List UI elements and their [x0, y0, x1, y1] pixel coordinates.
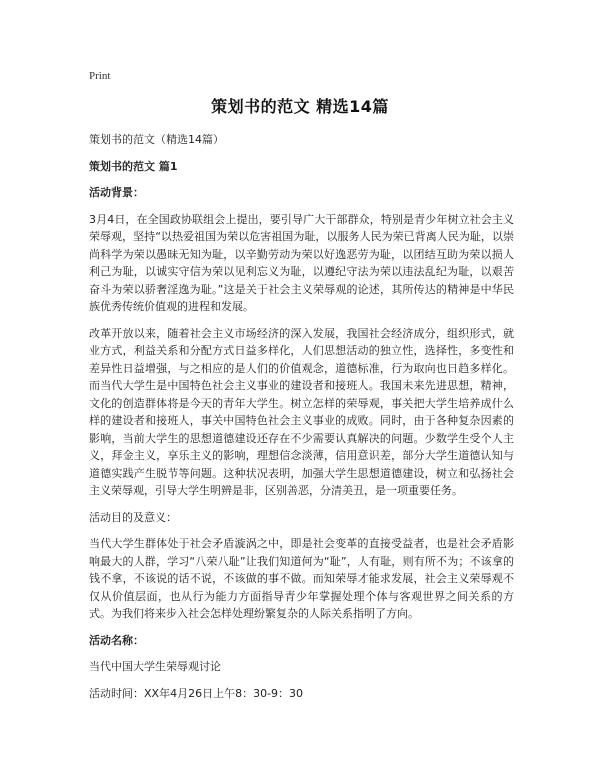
section-heading: 策划书的范文 篇1: [89, 159, 178, 173]
document-body: [89, 131, 514, 702]
background-heading: 活动背景：: [89, 186, 144, 199]
purpose-paragraph: 当代大学生群体处于社会矛盾漩涡之中，即是社会变革的直接受益者，也是社会矛盾影响最大的人群，学习“八荣八耻”让我们知道何为“耻”，人有耻，则有所不为；不该拿的钱不拿，不该说的话不说，不该做的事不做。而知荣辱才能求发展，社会主义荣辱观不仅从价值层面，也从行为能力方面指导青少年掌握处理个体与客观世界之间关系的方式。为我们将来步入社会怎样处理纷繁复杂的人际关系指明了方向。: [89, 537, 514, 620]
page-title: 策划书的范文 精选14篇: [211, 97, 389, 116]
print-link[interactable]: Print: [89, 70, 111, 82]
background-paragraph-2: 改革开放以来，随着社会主义市场经济的深入发展，我国社会经济成分，组织形式，就业方式，利益关系和分配方式日益多样化，人们思想活动的独立性，选择性，多变性和差异性日益增强，与之相应的是人们的价值观念，道德标准，行为取向也日趋多样化。而当代大学生是中国特色社会主义事业的建设者和接班人。我国未来先进思想，精神，文化的创造群体将是今天的青年大学生。树立怎样的荣辱观，事关把大学生培养成什么样的建设者和接班人，事关中国特色社会主义事业的成败。同时，由于各种复杂因素的影响，当前大学生的思想道德建设还存在不少需要认真解决的问题。少数学生受个人主义，拜金主义，享乐主义的影响，理想信念淡薄，信用意识差，部分大学生道德认知与道德实践产生脱节等问题。这种状况表明，加强大学生思想道德建设，树立和弘扬社会主义荣辱观，引导大学生明辨是非，区别善恶，分清美丑，是一项重要任务。: [89, 326, 514, 497]
activity-time: 活动时间：XX年4月26日上午8：30-9：30: [89, 686, 304, 700]
purpose-heading: 活动目的及意义：: [89, 510, 177, 524]
background-paragraph-1: 3月4日，在全国政协联组会上提出，要引导广大干部群众，特别是青少年树立社会主义荣辱观，坚持“以热爱祖国为荣以危害祖国为耻，以服务人民为荣已背离人民为耻，以崇尚科学为荣以愚昧无知为耻，以辛勤劳动为荣以好逸恶劳为耻，以团结互助为荣以损人利己为耻，以诚实守信为荣以见利忘义为耻，以遵纪守法为荣以违法乱纪为耻，以艰苦奋斗为荣以骄奢淫逸为耻。”这是关于社会主义荣辱观的论述，其所传达的精神是中华民族优秀传统价值观的进程和发展。: [89, 212, 514, 313]
document-subtitle: 策划书的范文（精选14篇）: [89, 133, 224, 146]
activity-name-heading: 活动名称：: [89, 633, 144, 647]
activity-name-value: 当代中国大学生荣辱观讨论: [89, 660, 221, 673]
